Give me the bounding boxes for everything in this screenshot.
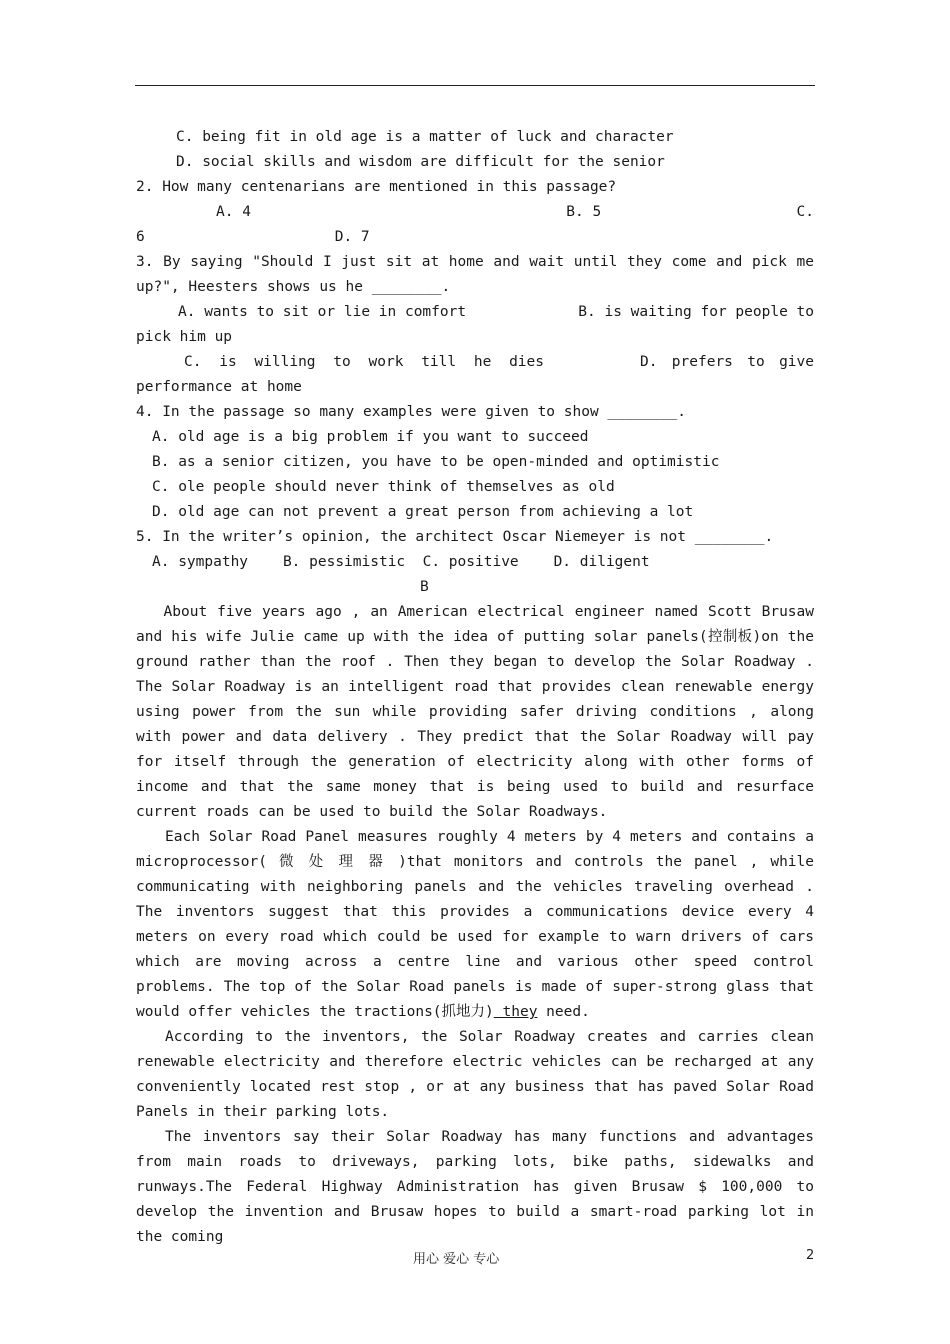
q5-stem: 5. In the writer’s opinion, the architect Oscar Niemeyer is not ________. bbox=[136, 529, 774, 545]
q2-stem: 2. How many centenarians are mentioned in this passage? bbox=[136, 179, 617, 195]
page-content bbox=[136, 125, 814, 1250]
q3-stem-line2: up?", Heesters shows us he ________. bbox=[136, 279, 451, 295]
paragraph-2-text: Each Solar Road Panel measures roughly 4 meters by 4 meters and contains a microprocessor( 微 处 理 器 )that monitors and controls the panel , while communicating with neighboring panels and the vehicles traveling overhead . The inventors suggest that this provides a communications device every 4 meters on every road which could be used for example to warn drivers of cars which are moving across a centre line and various other speed control problems. The top of the Solar Road panels is made of super-strong glass that would offer vehicles the tractions(抓地力) bbox=[136, 829, 814, 1020]
page-number: 2 bbox=[806, 1248, 815, 1263]
q3-option-d-cont: performance at home bbox=[136, 379, 302, 395]
q4-option-b: B. as a senior citizen, you have to be open-minded and optimistic bbox=[152, 454, 720, 470]
q2-option-b: B. 5 bbox=[566, 204, 602, 220]
q2-option-a: A. 4 bbox=[216, 204, 251, 220]
q4-option-a: A. old age is a big problem if you want to succeed bbox=[152, 429, 589, 445]
q3-option-a: A. wants to sit or lie in comfort bbox=[178, 304, 467, 320]
passage-paragraph-1: About five years ago , an American electrical engineer named Scott Brusaw and his wife Julie came up with the idea of putting solar panels(控制板)on the ground rather than the roof . Then they began to develop the Solar Roadway . The Solar Roadway is an intelligent road that provides clean renewable energy using power from the sun while providing safer driving conditions , along with power and data delivery . They predict that the Solar Roadway will pay for itself through the generation of electricity along with other forms of income and that the same money that is being used to build and resurface current roads can be used to build the Solar Roadways. bbox=[136, 604, 814, 820]
passage-paragraph-2 bbox=[136, 825, 814, 1025]
footer-motto: 用心 爱心 专心 bbox=[413, 1252, 500, 1267]
q2-options-row-2 bbox=[136, 225, 814, 250]
q2-options-row bbox=[136, 200, 814, 225]
q3-option-d: D. prefers to give bbox=[640, 354, 814, 370]
q4-option-d: D. old age can not prevent a great person from achieving a lot bbox=[152, 504, 694, 520]
q3-option-b: B. is waiting for people to bbox=[578, 304, 814, 320]
section-heading: B bbox=[420, 579, 429, 595]
q3-option-c: C. is willing to work till he dies bbox=[184, 354, 544, 370]
q3-stem-line1: 3. By saying "Should I just sit at home and wait until they come and pick me bbox=[136, 254, 814, 270]
paragraph-2-end: need. bbox=[537, 1004, 590, 1020]
q3-option-b-cont: pick him up bbox=[136, 329, 233, 345]
q2-option-c: C. bbox=[796, 204, 814, 220]
q2-option-c-value: 6 bbox=[136, 229, 145, 245]
q1-option-d: D. social skills and wisdom are difficult for the senior bbox=[176, 154, 665, 170]
q3-options-cd bbox=[136, 350, 814, 375]
passage-paragraph-4: The inventors say their Solar Roadway has many functions and advantages from main roads to driveways, parking lots, bike paths, sidewalks and runways.The Federal Highway Administration has given Brusaw $ 100,000 to develop the invention and Brusaw hopes to build a smart-road parking lot in the coming bbox=[136, 1129, 814, 1245]
passage-paragraph-3: According to the inventors, the Solar Roadway creates and carries clean renewable electricity and therefore electric vehicles can be recharged at any conveniently located rest stop , or at any business that has paved Solar Road Panels in their parking lots. bbox=[136, 1029, 814, 1120]
passage-b bbox=[136, 600, 814, 1250]
q1-option-c: C. being fit in old age is a matter of luck and character bbox=[176, 129, 674, 145]
underlined-word: they bbox=[493, 1004, 538, 1020]
q4-option-c: C. ole people should never think of themselves as old bbox=[152, 479, 615, 495]
q3-options-ab bbox=[136, 300, 814, 325]
header-rule bbox=[135, 85, 815, 86]
q5-options: A. sympathy B. pessimistic C. positive D. diligent bbox=[152, 554, 650, 570]
q4-stem: 4. In the passage so many examples were given to show ________. bbox=[136, 404, 686, 420]
q2-option-d: D. 7 bbox=[334, 229, 370, 245]
